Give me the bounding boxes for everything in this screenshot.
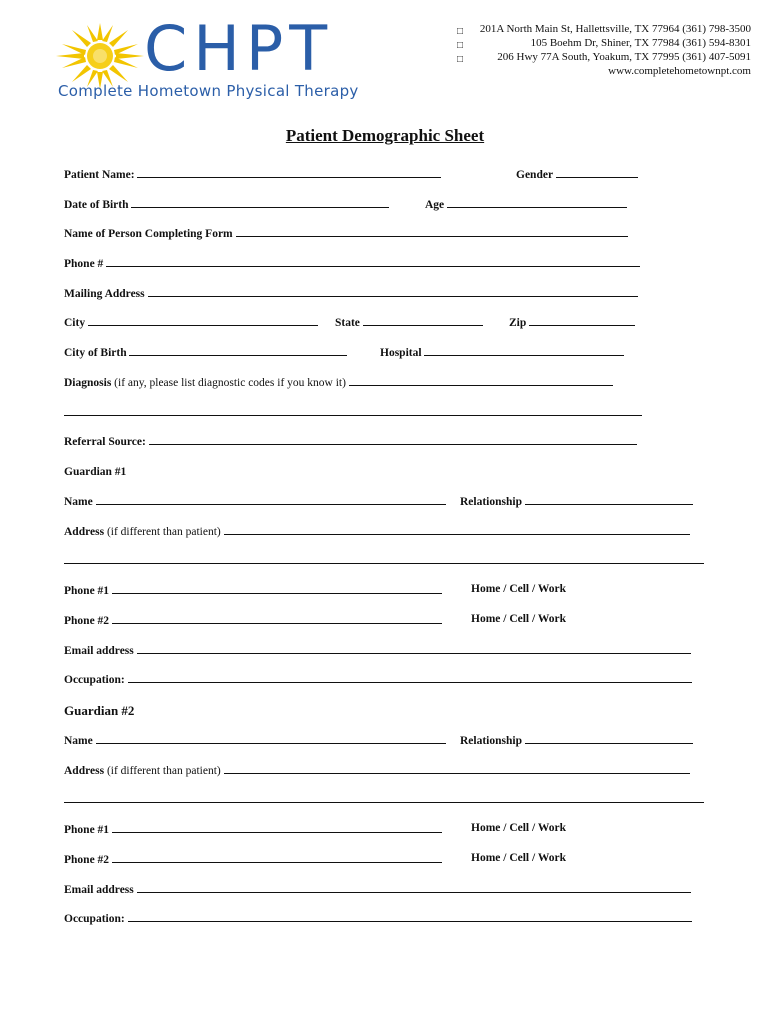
mailing-label: Mailing Address [64,288,145,300]
g1-address-field-line2[interactable] [64,553,704,564]
g2-phone2-type[interactable]: Home / Cell / Work [471,852,566,864]
g2-address-field-line2[interactable] [64,792,704,803]
diagnosis-label: Diagnosis [64,377,112,389]
diagnosis-continuation-row [64,405,642,421]
age-label: Age [425,199,445,211]
g1-email-label: Email address [64,645,134,657]
phone-row [64,256,640,272]
mailing-row [64,286,638,302]
g2-occupation-label: Occupation: [64,913,125,925]
gender-row [516,167,638,183]
g1-phone1-row [64,583,442,599]
g2-phone1-row [64,822,442,838]
zip-row [509,315,635,331]
g2-address-hint: (if different than patient) [106,765,221,777]
city-birth-field[interactable] [129,345,347,356]
referral-label: Referral Source: [64,436,146,448]
diagnosis-field-line2[interactable] [64,405,642,416]
g2-name-field[interactable] [96,733,446,744]
g2-relationship-field[interactable] [525,733,693,744]
gender-label: Gender [516,169,554,181]
phone-label: Phone # [64,258,104,270]
company-logo [54,12,359,102]
g1-email-field[interactable] [137,643,691,654]
g2-phone1-field[interactable] [112,822,442,833]
g2-address-field[interactable] [224,763,690,774]
diagnosis-row [64,375,613,391]
g1-address-label: Address [64,526,105,538]
city-label: City [64,317,86,329]
referral-row [64,434,637,450]
square-bullet-icon: □ [457,40,464,51]
city-row [64,315,318,331]
age-row [425,197,627,213]
g1-name-row [64,494,446,510]
g1-phone2-type[interactable]: Home / Cell / Work [471,613,566,625]
completing-label: Name of Person Completing Form [64,228,233,240]
logo-tagline: Complete Hometown Physical Therapy [58,82,359,100]
guardian2-heading: Guardian #2 [64,703,135,718]
contact-bullets [457,25,463,67]
patient-name-label: Patient Name: [64,169,135,181]
g2-phone2-label: Phone #2 [64,854,110,866]
referral-field[interactable] [149,434,637,445]
square-bullet-icon: □ [457,26,464,37]
completing-field[interactable] [236,226,628,237]
g2-email-label: Email address [64,884,134,896]
g1-relationship-field[interactable] [525,494,693,505]
g2-occupation-field[interactable] [128,911,692,922]
city-birth-label: City of Birth [64,347,127,359]
g1-occupation-field[interactable] [128,672,692,683]
g1-relationship-label: Relationship [460,496,522,508]
hospital-field[interactable] [424,345,624,356]
state-label: State [335,317,360,329]
g1-phone1-type[interactable]: Home / Cell / Work [471,583,566,595]
hospital-row [380,345,624,361]
g2-email-field[interactable] [137,882,691,893]
patient-name-field[interactable] [137,167,441,178]
g2-phone2-row [64,852,442,868]
sun-icon [54,22,146,90]
g2-relationship-row [460,733,693,749]
completing-row [64,226,628,242]
logo-wordmark: CHPT [144,12,334,85]
dob-row [64,197,389,213]
g2-phone2-field[interactable] [112,852,442,863]
g2-name-label: Name [64,735,93,747]
g1-occupation-row [64,672,692,688]
zip-label: Zip [509,317,527,329]
page-title: Patient Demographic Sheet [285,126,485,145]
g1-relationship-row [460,494,693,510]
g2-occupation-row [64,911,692,927]
city-birth-row [64,345,347,361]
zip-field[interactable] [529,315,635,326]
website-link[interactable]: www.completehometownpt.com [608,65,751,77]
g1-address-field[interactable] [224,524,690,535]
contact-block [480,22,751,78]
diagnosis-field[interactable] [349,375,613,386]
g2-relationship-label: Relationship [460,735,522,747]
phone-field[interactable] [106,256,640,267]
g2-address-continuation-row [64,792,704,808]
patient-name-row [64,167,441,183]
g2-phone1-label: Phone #1 [64,824,110,836]
g1-phone2-field[interactable] [112,613,442,624]
state-row [335,315,483,331]
diagnosis-hint: (if any, please list diagnostic codes if you know it) [114,377,346,389]
g1-phone2-row [64,613,442,629]
state-field[interactable] [363,315,483,326]
contact-line: 105 Boehm Dr, Shiner, TX 77984 (361) 594-8301 [530,37,751,49]
gender-field[interactable] [556,167,638,178]
dob-field[interactable] [131,197,389,208]
contact-line: 201A North Main St, Hallettsville, TX 77964 (361) 798-3500 [479,23,751,35]
guardian1-heading: Guardian #1 [64,466,127,478]
g1-name-field[interactable] [96,494,446,505]
g1-email-row [64,643,691,659]
square-bullet-icon: □ [457,54,464,65]
g1-address-hint: (if different than patient) [106,526,221,538]
g2-address-label: Address [64,765,105,777]
g1-phone1-field[interactable] [112,583,442,594]
dob-label: Date of Birth [64,199,129,211]
g1-address-row [64,524,690,540]
g1-phone1-label: Phone #1 [64,585,110,597]
age-field[interactable] [447,197,627,208]
contact-line: 206 Hwy 77A South, Yoakum, TX 77995 (361) 407-5091 [497,51,751,63]
g1-address-continuation-row [64,553,704,569]
g2-name-row [64,733,446,749]
g1-occupation-label: Occupation: [64,674,125,686]
g1-name-label: Name [64,496,93,508]
g2-address-row [64,763,690,779]
mailing-field[interactable] [148,286,638,297]
g1-phone2-label: Phone #2 [64,615,110,627]
hospital-label: Hospital [380,347,422,359]
g2-email-row [64,882,691,898]
city-field[interactable] [88,315,318,326]
g2-phone1-type[interactable]: Home / Cell / Work [471,822,566,834]
